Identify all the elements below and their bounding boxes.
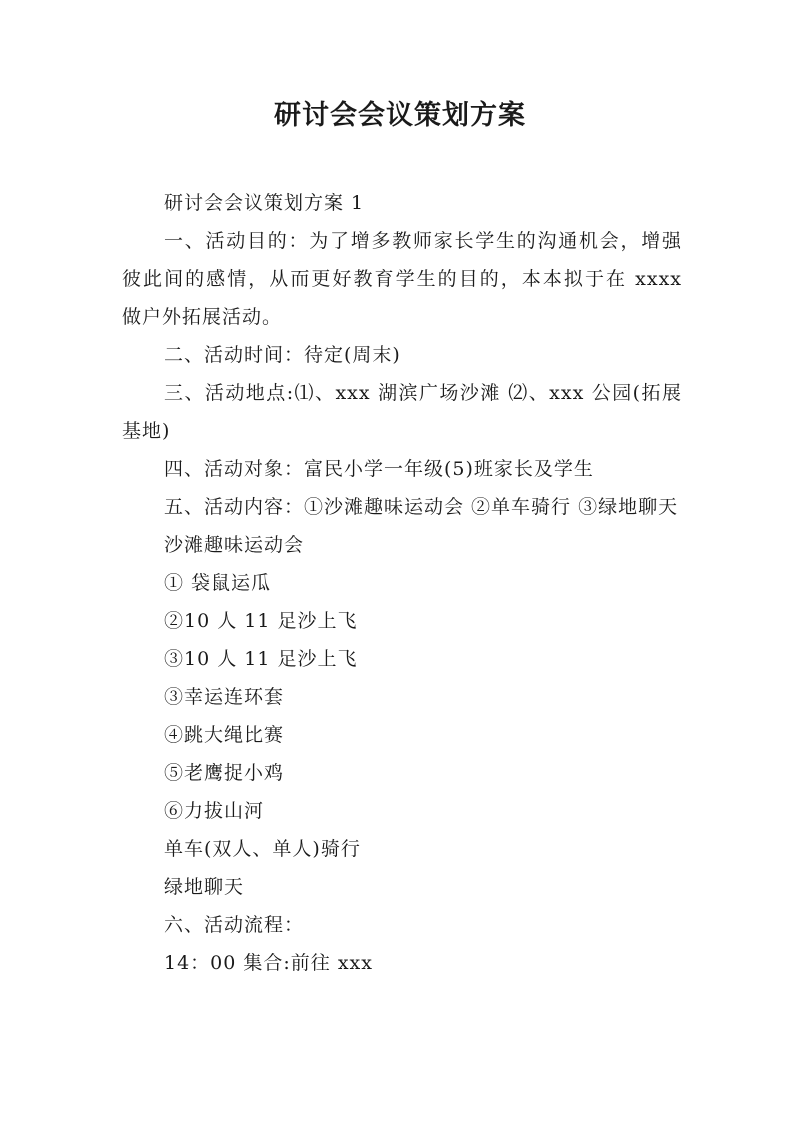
document-title: 研讨会会议策划方案 xyxy=(274,100,526,131)
activity-purpose: 一、活动目的：为了增多教师家长学生的沟通机会，增强彼此间的感情，从而更好教育学生的目的，本本拟于在 xxxx 做户外拓展活动。 xyxy=(122,230,682,328)
list-item: ③幸运连环套 xyxy=(164,686,285,708)
activity-process-heading: 六、活动流程： xyxy=(164,914,305,936)
activity-location: 三、活动地点:⑴、xxx 湖滨广场沙滩 ⑵、xxx 公园(拓展基地) xyxy=(122,382,682,442)
list-item: 绿地聊天 xyxy=(164,876,245,898)
list-item: ②10 人 11 足沙上飞 xyxy=(164,610,358,632)
process-step: 14：00 集合:前往 xxx xyxy=(164,952,373,974)
list-item: ⑤老鹰捉小鸡 xyxy=(164,762,285,784)
document-body xyxy=(122,184,682,982)
activity-participants: 四、活动对象：富民小学一年级(5)班家长及学生 xyxy=(164,458,594,480)
activity-time: 二、活动时间：待定(周末) xyxy=(164,344,401,366)
list-item: 单车(双人、单人)骑行 xyxy=(164,838,361,860)
list-item: ③10 人 11 足沙上飞 xyxy=(164,648,358,670)
list-item: 沙滩趣味运动会 xyxy=(164,534,305,556)
list-item: ⑥力拔山河 xyxy=(164,800,265,822)
list-item: ① 袋鼠运瓜 xyxy=(164,572,272,594)
list-item: ④跳大绳比赛 xyxy=(164,724,285,746)
section-heading: 研讨会会议策划方案 1 xyxy=(164,192,365,214)
activity-content: 五、活动内容：①沙滩趣味运动会 ②单车骑行 ③绿地聊天 xyxy=(164,496,679,518)
